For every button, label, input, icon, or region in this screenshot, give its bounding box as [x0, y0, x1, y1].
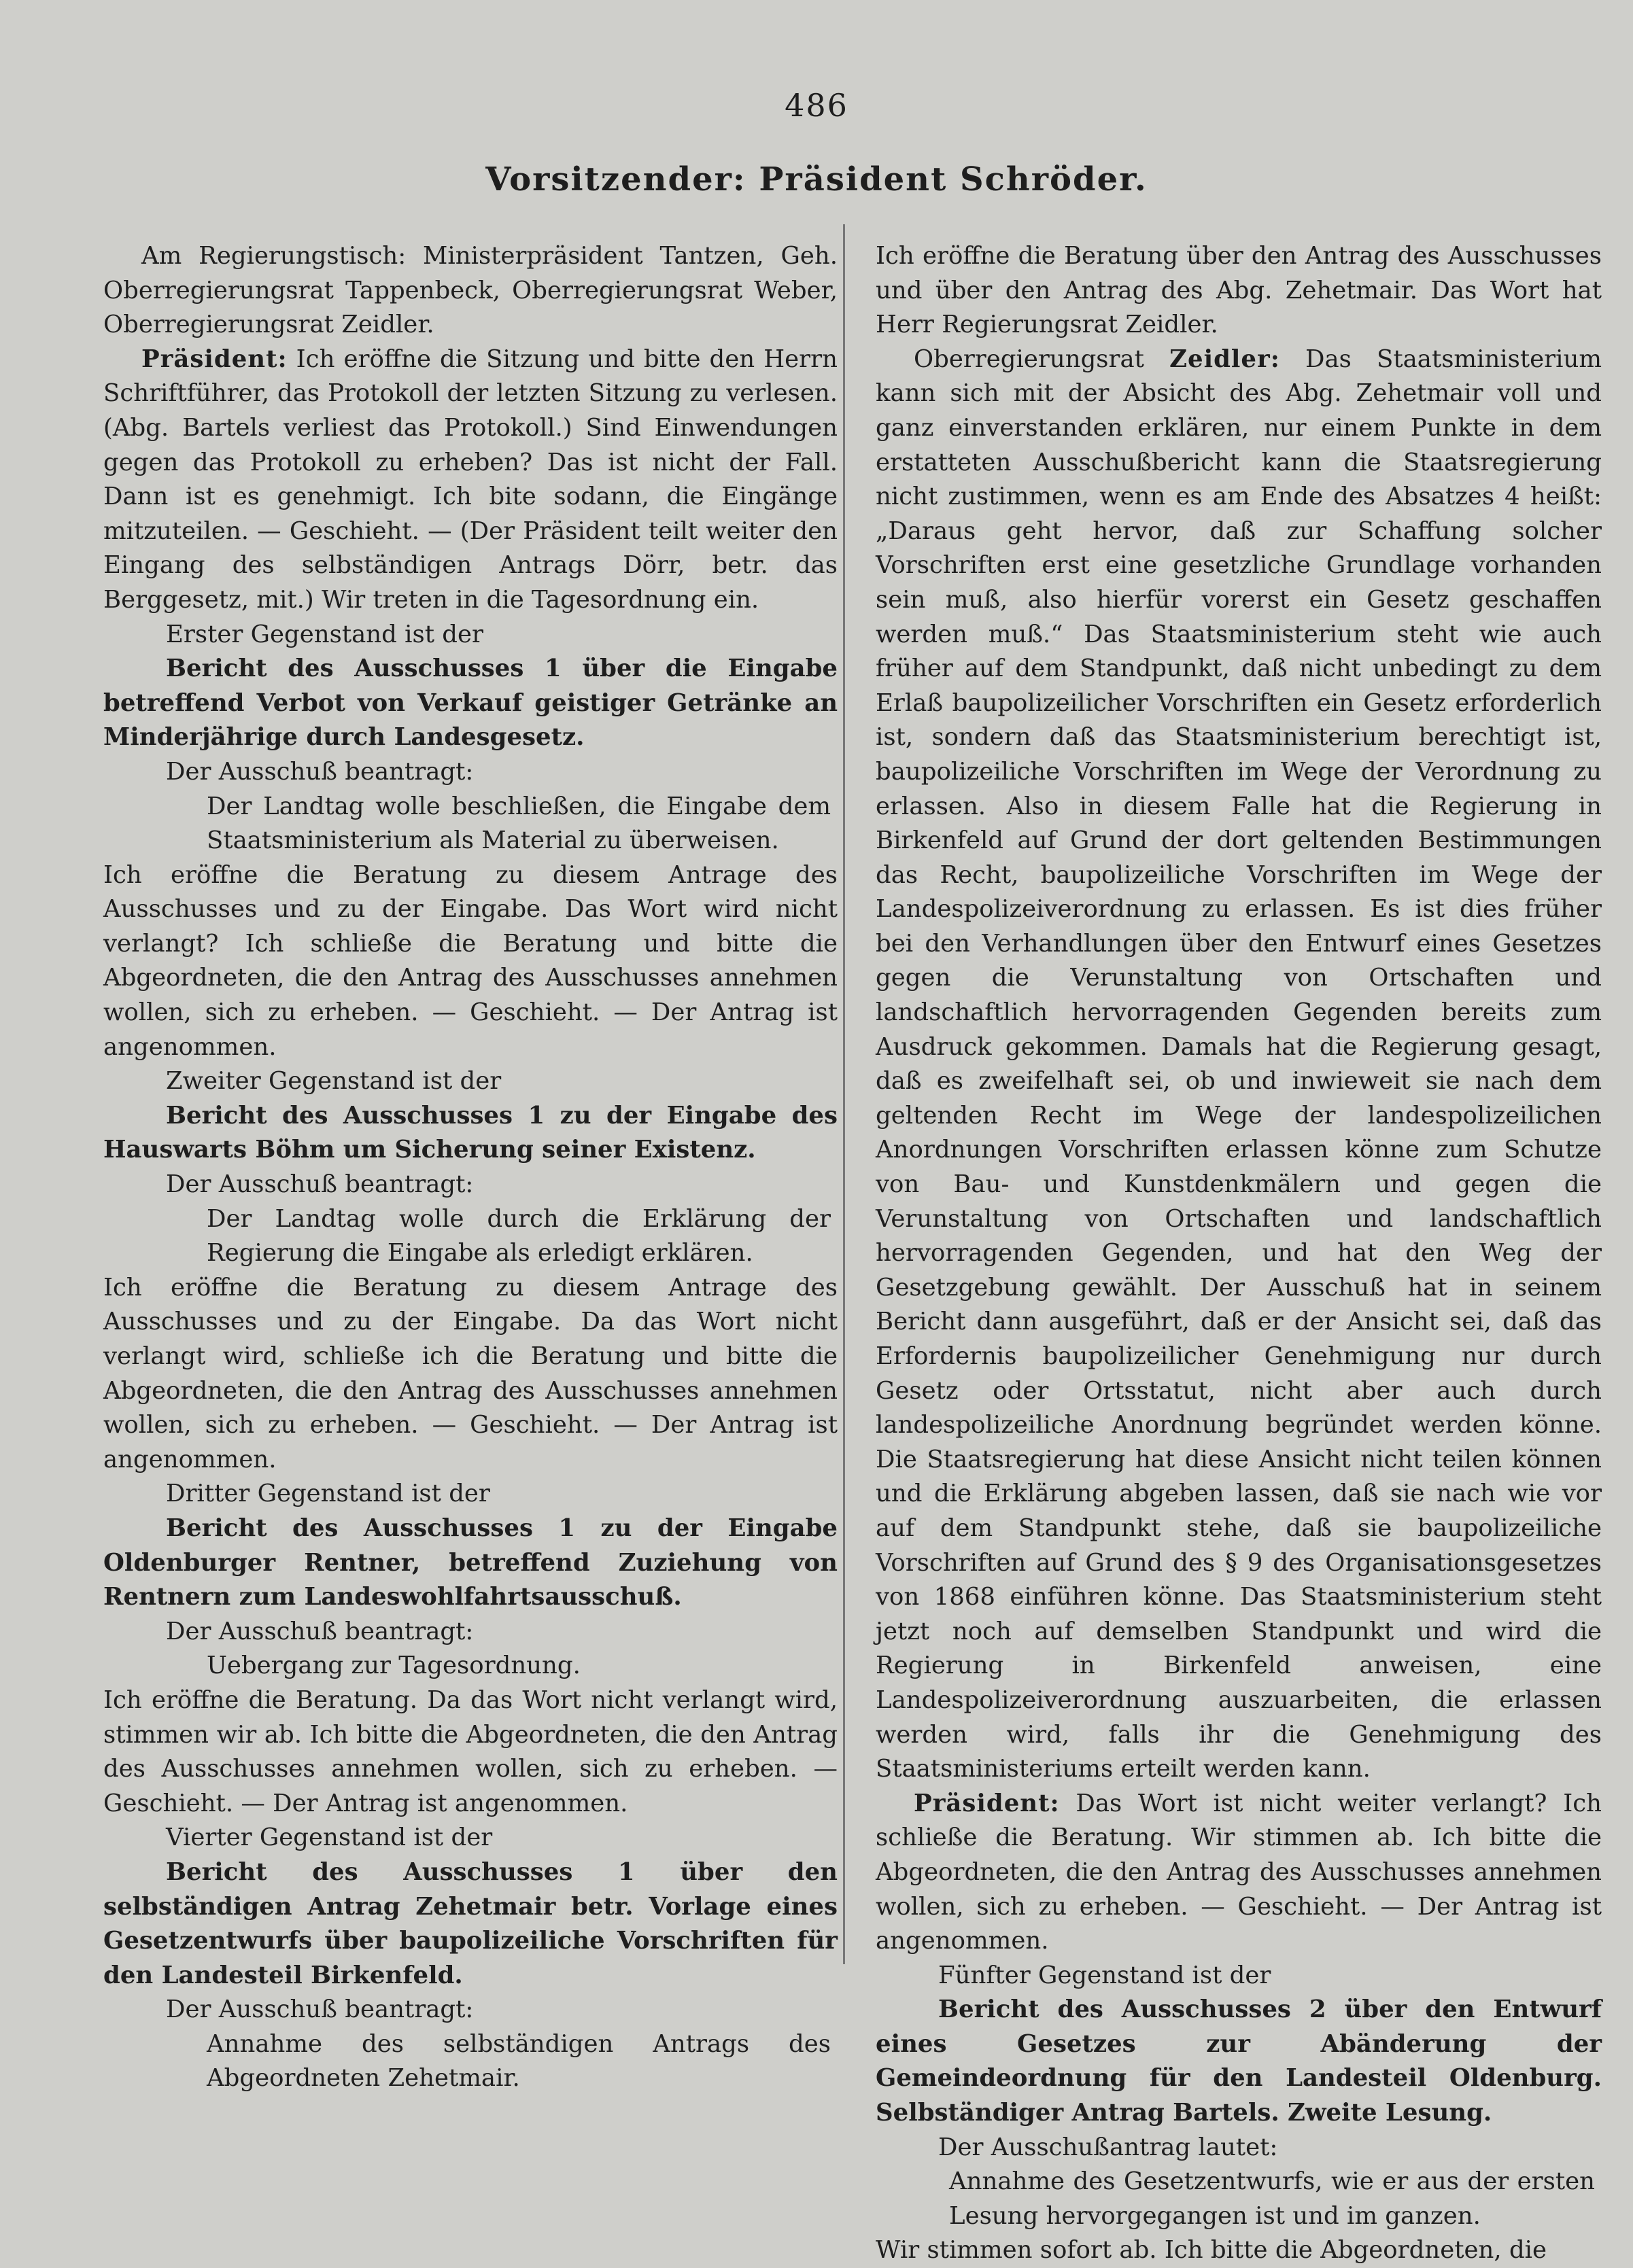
agenda-item-heading: Bericht des Ausschusses 2 über den Entwurf eines Gesetzes zur Abänderung der Gemeindeordnung für den Landesteil Oldenburg. Selbständiger Antrag Bartels. Zweite Lesung.	[876, 1995, 1602, 2127]
agenda-item-heading: Bericht des Ausschusses 1 über die Eingabe betreffend Verbot von Verkauf geistiger Getränke an Minderjährige durch Landesgesetz.	[103, 655, 838, 752]
zeidler-speech-paragraph	[876, 343, 1602, 1787]
page-number: 486	[785, 87, 848, 124]
committee-motion-text: Annahme des selbständigen Antrags des Abgeordneten Zehetmair.	[207, 2029, 831, 2093]
vote-paragraph: Ich eröffne die Beratung zu diesem Antrage des Ausschusses und zu der Eingabe. Das Wort wird nicht verlangt? Ich schließe die Beratung und bitte die Abgeordneten, die den Antrag des Ausschusses annehmen wollen, sich zu erheben. — Geschieht. — Der Antrag ist angenommen.	[103, 860, 838, 1061]
agenda-item-intro: Zweiter Gegenstand ist der	[166, 1067, 502, 1096]
agenda-item-heading: Bericht des Ausschusses 1 über den selbständigen Antrag Zehetmair betr. Vorlage eines Gesetzentwurfs über baupolizeiliche Vorschriften für den Landesteil Birkenfeld.	[103, 1857, 838, 1989]
debate-opening-paragraph: Ich eröffne die Beratung über den Antrag des Ausschusses und über den Antrag des Abg. Zehetmair. Das Wort hat Herr Regierungsrat Zeidler.	[876, 242, 1602, 339]
speech-text: Das Staatsministerium kann sich mit der Absicht des Abg. Zehetmair voll und ganz einverstanden erklären, nur einem Punkte in dem erstatteten Ausschußbericht kann die Staatsregierung nicht zustimmen, wenn es am Ende des Absatzes 4 heißt: „Daraus geht hervor, daß zur Schaffung solcher Vorschriften erst eine gesetzliche Grundlage vorhanden sein muß, also hierfür vorerst ein Gesetz geschaffen werden muß.“ Das Staatsministerium steht wie auch früher auf dem Standpunkt, daß nicht unbedingt zu dem Erlaß baupolizeilicher Vorschriften ein Gesetz erforderlich ist, sondern daß das Staatsministerium berechtigt ist, baupolizeiliche Vorschriften im Wege der Verordnung zu erlassen. Also in diesem Falle hat die Regierung in Birkenfeld auf Grund der dort geltenden Bestimmungen das Recht, baupolizeiliche Vorschriften im Wege der Landespolizeiverordnung zu erlassen. Es ist dies früher bei den Verhandlungen über den Entwurf eines Gesetzes gegen die Verunstaltung von Ortschaften und landschaftlich hervorragenden Gegenden bereits zum Ausdruck gekommen. Damals hat die Regierung gesagt, daß es zweifelhaft sei, ob und inwieweit sie nach dem geltenden Recht im Wege der landespolizeilichen Anordnungen Vorschriften erlassen könne zum Schutze von Bau- und Kunstdenkmälern und gegen die Verunstaltung von Ortschaften und landschaftlich hervorragenden Gegenden, und hat den Weg der Gesetzgebung gewählt. Der Ausschuß hat in seinem Bericht dann ausgeführt, daß er der Ansicht sei, daß das Erfordernis baupolizeilicher Genehmigung nur durch Gesetz oder Ortsstatut, nicht aber auch durch landespolizeiliche Anordnung begründet werden könne. Die Staatsregierung hat diese Ansicht nicht teilen können und die Erklärung abgeben lassen, daß sie nach wie vor auf dem Standpunkt stehe, daß sie baupolizeiliche Vorschriften auf Grund des § 9 des Organisationsgesetzes von 1868 einführen könne. Das Staatsministerium steht jetzt noch auf demselben Standpunkt und wird die Regierung in Birkenfeld anweisen, eine Landespolizeiverordnung auszuarbeiten, die erlassen werden wird, falls ihr die Genehmigung des Staatsministeriums erteilt werden kann.	[876, 345, 1602, 1783]
agenda-item-heading: Bericht des Ausschusses 1 zu der Eingabe Oldenburger Rentner, betreffend Zuziehung von Rentnern zum Landeswohlfahrtsausschuß.	[103, 1514, 838, 1611]
committee-motion-text: Annahme des Gesetzentwurfs, wie er aus der ersten Lesung hervorgegangen ist und im ganzen.	[949, 2167, 1595, 2230]
agenda-item-heading: Bericht des Ausschusses 1 zu der Eingabe des Hauswarts Böhm um Sicherung seiner Existenz.	[103, 1101, 838, 1164]
speaker-label: Zeidler:	[1169, 345, 1280, 373]
speech-text: Ich eröffne die Sitzung und bitte den Herrn Schriftführer, das Protokoll der letzten Sitzung zu verlesen. (Abg. Bartels verliest das Protokoll.) Sind Einwendungen gegen das Protokoll zu erheben? Das ist nicht der Fall. Dann ist es genehmigt. Ich bite sodann, die Eingänge mitzuteilen. — Geschieht. — (Der Präsident teilt weiter den Eingang des selbständigen Antrags Dörr, betr. das Berggesetz, mit.) Wir treten in die Tagesordnung ein.	[103, 345, 838, 614]
speaker-label: Präsident:	[141, 345, 288, 373]
speaker-label: Präsident:	[914, 1789, 1060, 1817]
agenda-item-intro: Fünfter Gegenstand ist der	[938, 1961, 1271, 1989]
vote-paragraph: Ich eröffne die Beratung zu diesem Antrage des Ausschusses und zu der Eingabe. Da das Wort nicht verlangt wird, schließe ich die Beratung und bitte die Abgeordneten, die den Antrag des Ausschusses annehmen wollen, sich zu erheben. — Geschieht. — Der Antrag ist angenommen.	[103, 1273, 838, 1473]
speaker-title: Oberregierungsrat	[914, 345, 1170, 373]
committee-motion-label: Der Ausschuß beantragt:	[166, 1170, 474, 1199]
chair-heading: Vorsitzender: Präsident Schröder.	[485, 160, 1148, 198]
government-bench-paragraph: Am Regierungstisch: Ministerpräsident Tantzen, Geh. Oberregierungsrat Tappenbeck, Oberregierungsrat Weber, Oberregierungsrat Zeidler.	[103, 242, 838, 339]
committee-motion-label: Der Ausschuß beantragt:	[166, 1995, 474, 2024]
committee-motion-text: Der Landtag wolle beschließen, die Eingabe dem Staatsministerium als Material zu überweisen.	[207, 792, 831, 855]
agenda-item-intro: Vierter Gegenstand ist der	[166, 1824, 493, 1852]
committee-motion-label: Der Ausschußantrag lautet:	[938, 2133, 1278, 2161]
left-column	[103, 239, 838, 2096]
committee-motion-label: Der Ausschuß beantragt:	[166, 1617, 474, 1645]
committee-motion-text: Uebergang zur Tagesordnung.	[207, 1652, 581, 1680]
president-vote-paragraph	[876, 1787, 1602, 1959]
committee-motion-label: Der Ausschuß beantragt:	[166, 757, 474, 786]
president-opening-paragraph	[103, 343, 838, 618]
vote-paragraph: Ich eröffne die Beratung. Da das Wort nicht verlangt wird, stimmen wir ab. Ich bitte die Abgeordneten, die den Antrag des Ausschusses annehmen wollen, sich zu erheben. — Geschieht. — Der Antrag ist angenommen.	[103, 1686, 838, 1817]
right-column	[876, 239, 1602, 2268]
agenda-item-intro: Erster Gegenstand ist der	[166, 620, 483, 648]
speech-text: Das Wort ist nicht weiter verlangt? Ich schließe die Beratung. Wir stimmen ab. Ich bitte die Abgeordneten, die den Antrag des Ausschusses annehmen wollen, sich zu erheben. — Geschieht. — Der Antrag ist angenommen.	[876, 1789, 1602, 1955]
agenda-item-intro: Dritter Gegenstand ist der	[166, 1480, 490, 1508]
vote-paragraph: Wir stimmen sofort ab. Ich bitte die Abgeordneten, die	[876, 2236, 1547, 2265]
committee-motion-text: Der Landtag wolle durch die Erklärung der Regierung die Eingabe als erledigt erklären.	[207, 1204, 831, 1268]
column-divider	[843, 224, 845, 1964]
